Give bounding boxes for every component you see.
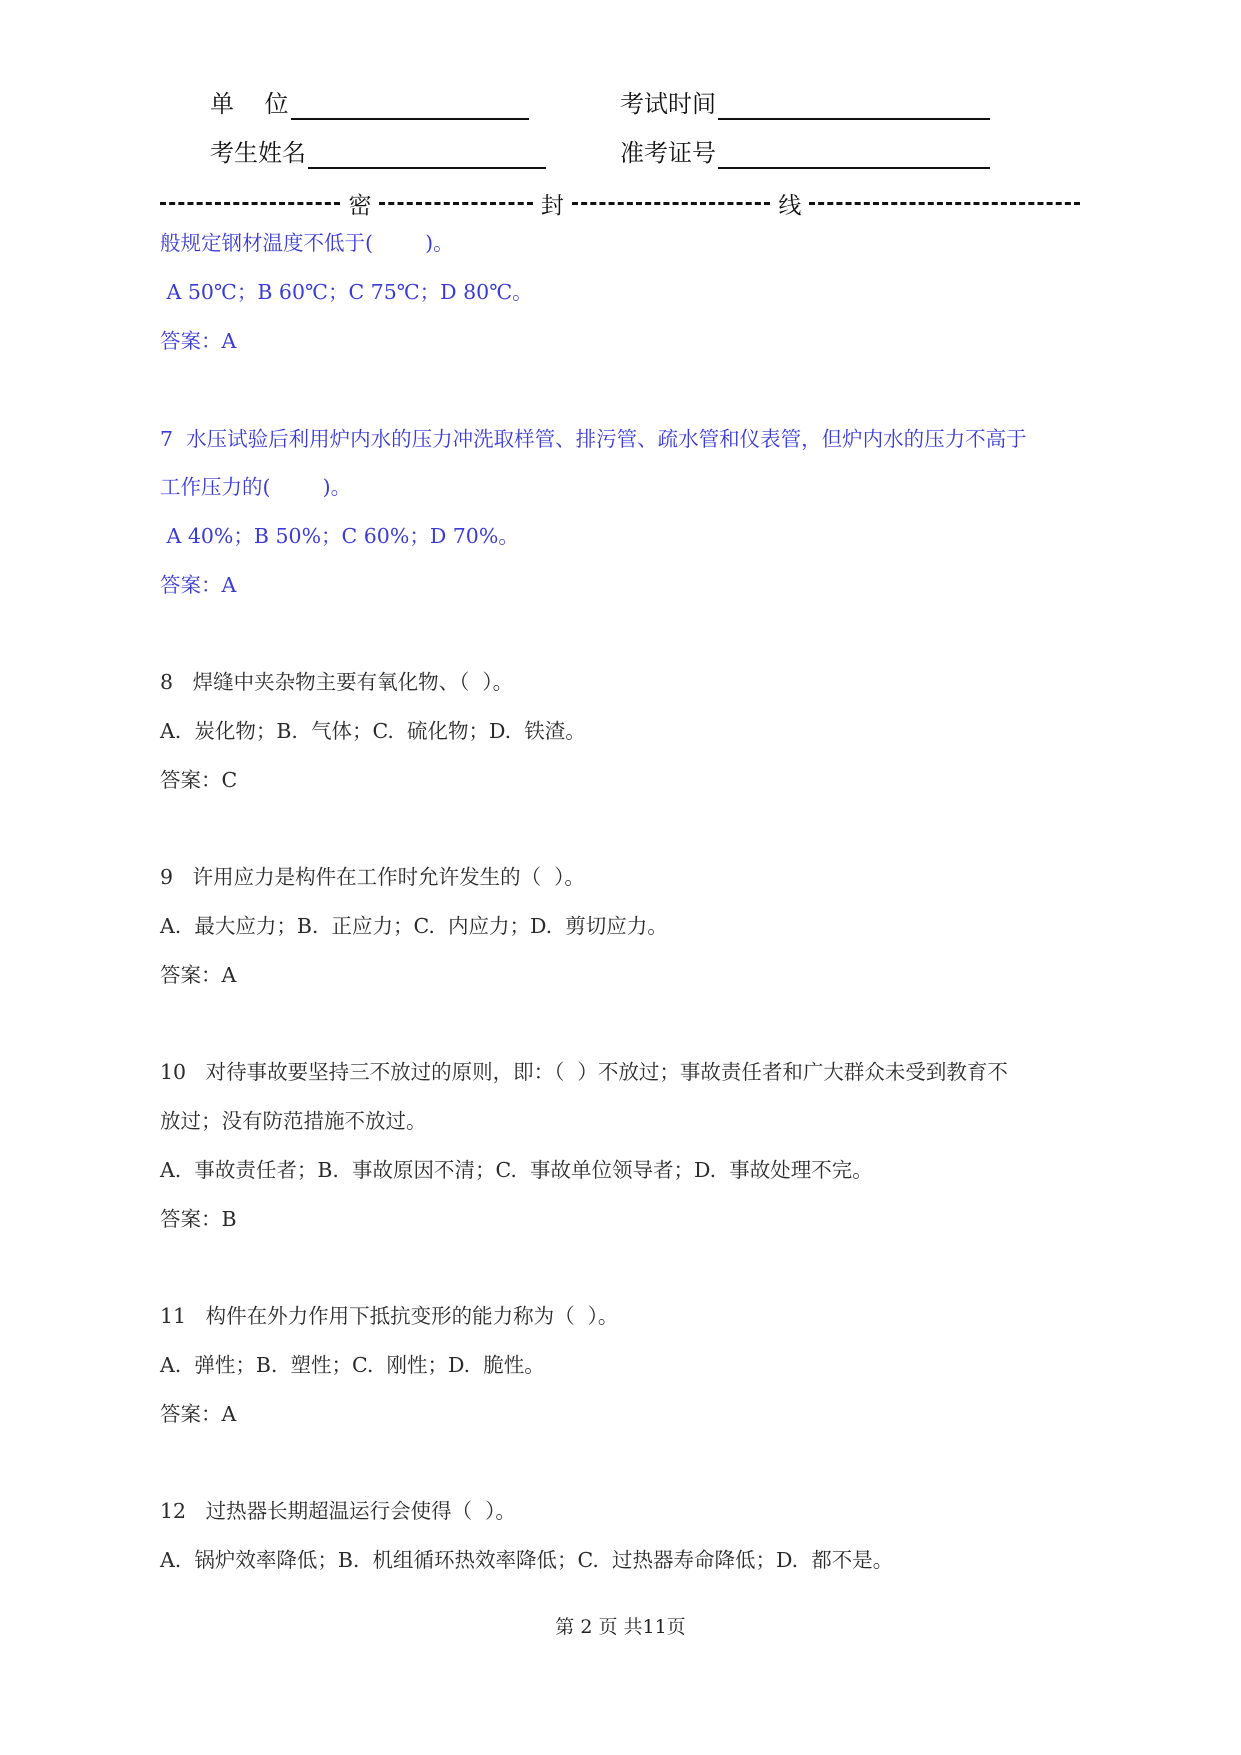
q6-answer: 答案：A xyxy=(160,329,237,353)
q12-options: A. 锅炉效率降低；B. 机组循环热效率降低；C. 过热器寿命降低；D. 都不是。 xyxy=(160,1548,894,1572)
exam-time-label: 考试时间 xyxy=(620,90,716,118)
q6-options: A 50℃；B 60℃；C 75℃；D 80℃。 xyxy=(160,280,533,304)
unit-blank-line xyxy=(291,90,529,120)
q10-stem-line2: 放过；没有防范措施不放过。 xyxy=(160,1109,427,1133)
q11-stem: 11 构件在外力作用下抵抗变形的能力称为（ ）。 xyxy=(160,1304,619,1328)
q9-stem: 9 许用应力是构件在工作时允许发生的（ ）。 xyxy=(160,865,585,889)
q8-answer: 答案：C xyxy=(160,768,238,792)
admission-number-field xyxy=(620,137,990,169)
exam-time-blank-line xyxy=(718,90,990,120)
q7-options: A 40%；B 50%；C 60%；D 70%。 xyxy=(160,524,519,548)
candidate-name-field xyxy=(210,137,546,169)
q8-stem: 8 焊缝中夹杂物主要有氧化物、（ ）。 xyxy=(160,670,514,694)
q10-options: A. 事故责任者；B. 事故原因不清；C. 事故单位领导者；D. 事故处理不完。 xyxy=(160,1158,873,1182)
q8-options: A. 炭化物；B. 气体；C. 硫化物；D. 铁渣。 xyxy=(160,719,586,743)
candidate-name-blank-line xyxy=(308,139,546,169)
q10-answer: 答案：B xyxy=(160,1207,237,1231)
q9-answer: 答案：A xyxy=(160,963,237,987)
seal-char-mi: 密 xyxy=(348,192,372,219)
exam-time-field xyxy=(620,88,990,120)
unit-label: 单 位 xyxy=(210,90,289,118)
q6-stem: 般规定钢材温度不低于( )。 xyxy=(160,231,454,255)
seal-dash xyxy=(572,202,771,205)
q11-answer: 答案：A xyxy=(160,1402,237,1426)
q7-stem-line1: 7 水压试验后利用炉内水的压力冲洗取样管、排污管、疏水管和仪表管，但炉内水的压力不高于 xyxy=(160,427,1027,451)
admission-number-blank-line xyxy=(718,139,990,169)
admission-number-label: 准考证号 xyxy=(620,139,716,167)
q7-stem-line2: 工作压力的( )。 xyxy=(160,475,352,499)
q9-options: A. 最大应力；B. 正应力；C. 内应力；D. 剪切应力。 xyxy=(160,914,668,938)
page-footer: 第 2 页 共11页 xyxy=(555,1616,686,1638)
seal-dash xyxy=(160,202,340,205)
seal-dash xyxy=(379,202,532,205)
seal-dash xyxy=(809,202,1080,205)
unit-field xyxy=(210,88,529,120)
q10-stem-line1: 10 对待事故要坚持三不放过的原则，即：（ ）不放过；事故责任者和广大群众未受到教育不 xyxy=(160,1060,1008,1084)
q7-answer: 答案：A xyxy=(160,573,237,597)
seal-char-feng: 封 xyxy=(540,192,564,219)
q11-options: A. 弹性；B. 塑性；C. 刚性；D. 脆性。 xyxy=(160,1353,545,1377)
candidate-name-label: 考生姓名 xyxy=(210,139,306,167)
seal-line xyxy=(160,186,1080,220)
q12-stem: 12 过热器长期超温运行会使得（ ）。 xyxy=(160,1499,516,1523)
seal-char-xian: 线 xyxy=(778,192,802,219)
